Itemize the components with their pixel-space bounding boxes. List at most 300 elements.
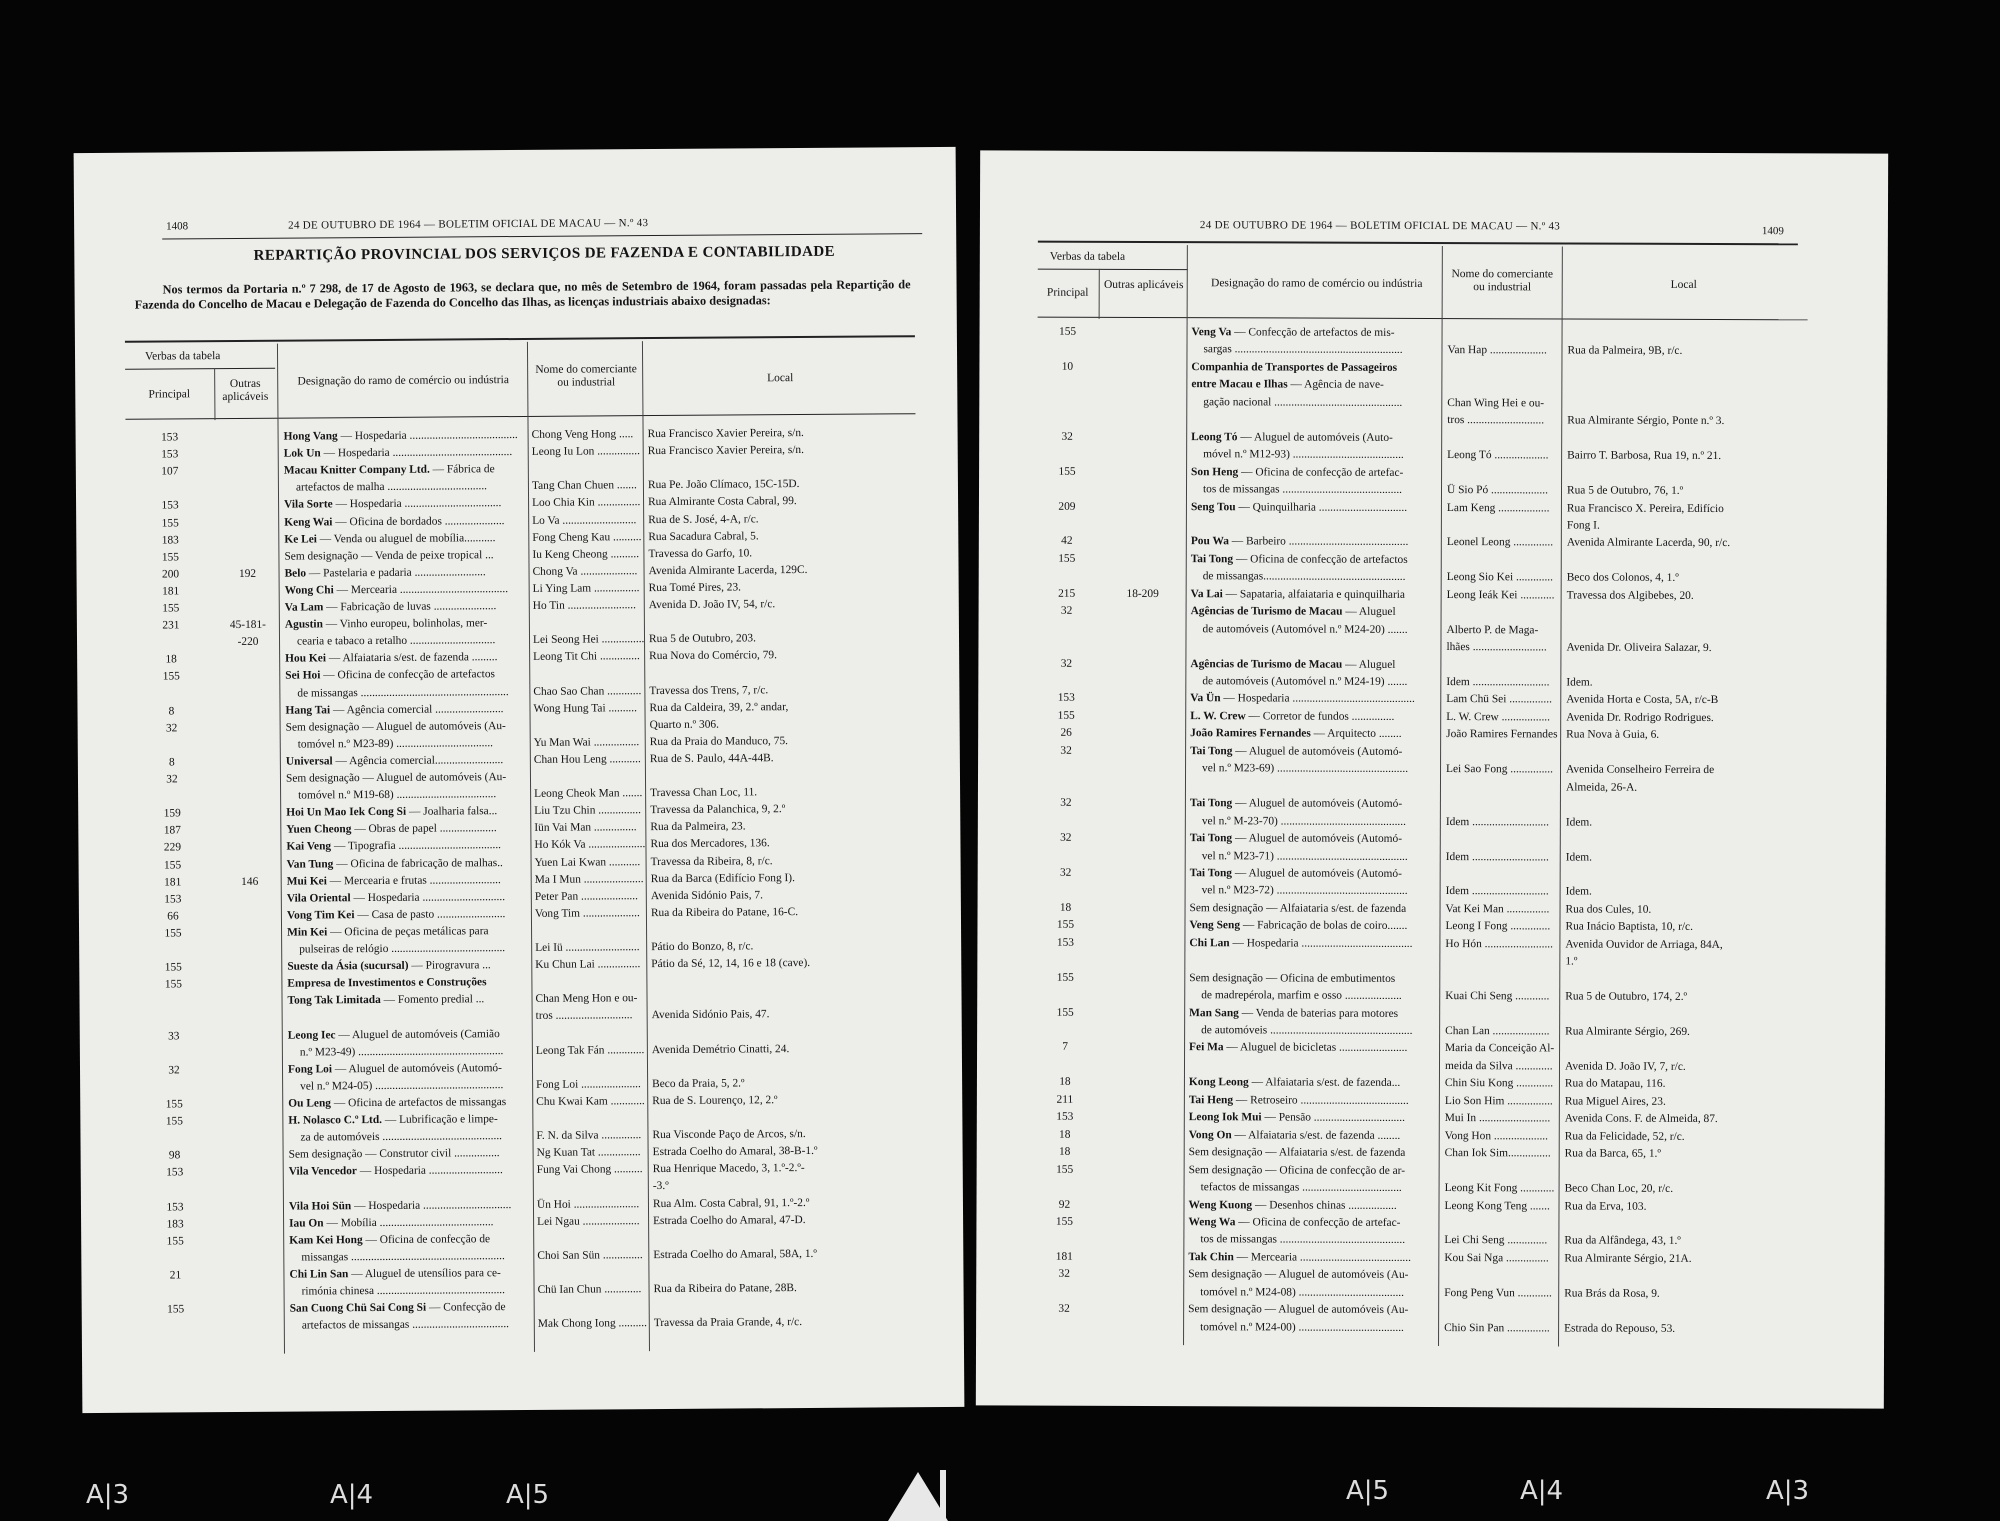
local-cell: Bairro T. Barbosa, Rua 19, n.º 21. <box>1567 449 1722 463</box>
table-row <box>1035 1058 1805 1076</box>
designacao-cell <box>1191 447 1453 463</box>
local-cell: -3.º <box>652 1180 669 1193</box>
local-cell: Beco Chan Loc, 20, r/c. <box>1564 1182 1674 1195</box>
local-cell <box>651 972 919 974</box>
nome-cell: tros ........................... <box>535 1009 633 1023</box>
licence-description: — Vinho europeu, bolinholas, mer- <box>322 617 488 631</box>
nome-cell: Yuen Lai Kwan ........... <box>534 855 641 869</box>
table-row <box>1037 447 1807 465</box>
local-cell <box>650 767 918 769</box>
principal-cell: 32 <box>1061 430 1073 443</box>
local-cell: Rua de S. Paulo, 44A-44B. <box>649 752 774 765</box>
licence-holder-name: Van Tung <box>286 857 334 871</box>
principal-cell: 155 <box>161 551 180 564</box>
designacao-cell <box>289 1163 533 1180</box>
licence-holder-name: Belo <box>284 567 307 580</box>
local-cell: Avenida Demétrio Cinatti, 24. <box>651 1042 790 1056</box>
licence-description: — Barbeiro .......................................... <box>1228 535 1409 549</box>
local-cell: Avenida Sidónio Pais, 7. <box>650 888 763 902</box>
local-cell <box>1567 431 1807 432</box>
designacao-cell <box>1189 1041 1439 1057</box>
licence-description: vel n.º M24-05) ............................................. <box>300 1078 504 1093</box>
local-cell: Rua da Praia do Manduco, 75. <box>649 734 789 748</box>
licence-description: — Corretor de fundos ............... <box>1245 710 1395 723</box>
table-row <box>1036 656 1806 674</box>
licence-holder-name: Weng Wa <box>1188 1216 1236 1229</box>
designacao-cell <box>1190 744 1440 760</box>
film-mark: A|4 <box>1520 1476 1564 1506</box>
table-row <box>1035 953 1805 971</box>
principal-cell: 21 <box>169 1269 182 1282</box>
local-cell: Rua Almirante Sérgio, 269. <box>1565 1025 1690 1038</box>
designacao-cell <box>286 770 530 787</box>
local-cell: Idem. <box>1565 816 1593 829</box>
licence-description: — Mercearia e frutas ......................... <box>326 873 501 887</box>
table-row <box>1034 1197 1804 1215</box>
principal-cell: 42 <box>1061 535 1073 548</box>
licence-description: tomóvel n.º M24-08) ..................................... <box>1200 1285 1405 1299</box>
designacao-cell <box>286 821 530 838</box>
licence-holder-name: Mui Kei <box>286 874 327 888</box>
nome-cell <box>536 1060 650 1061</box>
header-verbas: Verbas da tabela <box>1049 250 1126 263</box>
licence-holder-name: Weng Kuong <box>1188 1198 1253 1211</box>
designacao-cell <box>1191 569 1453 585</box>
principal-cell: 155 <box>1058 325 1077 338</box>
licence-description: — Confecção de artefactos de mis- <box>1231 326 1395 339</box>
licence-holder-name: Pou Wa <box>1190 535 1229 548</box>
local-cell <box>1565 972 1805 973</box>
principal-cell: 153 <box>1056 1110 1074 1124</box>
local-cell: Avenida Cons. F. de Almeida, 87. <box>1564 1112 1718 1126</box>
nome-cell: Iün Vai Man ............... <box>534 821 637 835</box>
table-row <box>1036 796 1806 814</box>
licence-holder-name: Wong Chi <box>284 584 334 597</box>
principal-cell <box>130 1046 218 1047</box>
local-cell: Beco da Praia, 5, 2.º <box>652 1077 745 1090</box>
licence-description: — Fabricação de bolas de coiro....... <box>1240 919 1408 933</box>
licence-holder-name: entre Macau e Ilhas <box>1191 378 1288 391</box>
licence-holder-name: Min Kei <box>287 926 328 939</box>
principal-cell <box>128 789 216 790</box>
table-row <box>1036 761 1806 779</box>
licence-holder-name: Agências de Turismo de Macau <box>1190 657 1343 671</box>
nome-cell: Chan Hou Leng ........... <box>533 753 641 766</box>
licence-description: de madrepérola, marfim e osso .................... <box>1201 989 1402 1002</box>
licence-holder-name: Va Ün <box>1190 692 1221 705</box>
local-cell: Rua Nova à Guia, 6. <box>1566 728 1660 742</box>
licence-description: — Casa de pasto ........................ <box>354 907 506 921</box>
licence-holder-name: Kong Leong <box>1188 1076 1249 1089</box>
designacao-cell <box>285 565 529 582</box>
designacao-cell <box>1191 482 1453 498</box>
principal-cell <box>132 1319 220 1320</box>
principal-cell: 18 <box>1059 1076 1071 1089</box>
nome-cell: Fong Cheng Kau .......... <box>532 530 642 544</box>
nome-cell: Leong Kong Teng ....... <box>1444 1199 1550 1212</box>
licence-description: sargas ........................................................... <box>1203 343 1403 357</box>
designacao-cell <box>284 496 528 513</box>
local-cell <box>652 1058 920 1060</box>
designacao-cell <box>1190 726 1440 742</box>
nome-cell: Vong Tim .................... <box>534 906 640 920</box>
nome-cell: Chan Meng Hon e ou- <box>535 992 638 1006</box>
licence-description: artefactos de missangas .................................. <box>301 1318 510 1332</box>
local-cell: Avenida D. João IV, 7, r/c. <box>1564 1060 1686 1073</box>
licence-description: — Joalharia falsa... <box>406 805 498 818</box>
local-cell <box>1567 379 1807 380</box>
nome-cell: Leong I Fong .............. <box>1445 920 1551 933</box>
nome-cell: Mui In ......................... <box>1444 1112 1551 1125</box>
licence-description: — Oficina de confecção de artefactos <box>1233 553 1408 566</box>
licence-description: — Oficina de confecção de <box>362 1232 491 1246</box>
designacao-cell <box>1190 866 1440 882</box>
nome-cell: Maria da Conceição Al- <box>1445 1042 1555 1055</box>
local-cell <box>1566 798 1806 799</box>
local-cell: Rua Inácio Baptista, 10, r/c. <box>1565 920 1693 934</box>
table-row <box>1035 970 1805 988</box>
local-cell: Rua Nova do Comércio, 79. <box>649 649 777 663</box>
licence-holder-name: Tai Heng <box>1188 1093 1234 1107</box>
licence-description: Sem designação — Venda de peixe tropical ... <box>284 548 494 563</box>
table-row <box>1038 325 1808 343</box>
outras-cell: 146 <box>241 875 259 888</box>
principal-cell: 32 <box>1058 1267 1070 1281</box>
table-row <box>1037 342 1807 360</box>
header-outras: Outras aplicáveis <box>222 377 269 404</box>
designacao-cell <box>289 1215 533 1232</box>
local-cell <box>1567 553 1807 554</box>
nome-cell: Chong Va .................... <box>532 564 638 578</box>
designacao-cell <box>1191 395 1453 411</box>
principal-cell: 18 <box>1059 1128 1071 1141</box>
licence-description: vel n.º M23-72) .............................................. <box>1201 884 1408 898</box>
nome-cell: Idem ........................... <box>1445 850 1549 863</box>
principal-cell: 7 <box>1062 1041 1068 1054</box>
principal-cell: 32 <box>166 773 178 786</box>
principal-cell: 32 <box>1060 604 1073 617</box>
designacao-cell <box>1190 849 1452 865</box>
principal-cell: 181 <box>1055 1250 1073 1263</box>
designacao-cell <box>286 719 530 736</box>
local-cell: Avenida Dr. Rodrigo Rodrigues. <box>1566 711 1714 724</box>
nome-cell: Leong Iu Lon ............... <box>531 445 640 458</box>
table-row <box>1036 621 1806 639</box>
licence-description: Sem designação — Aluguel de automóveis (Au- <box>1188 1303 1409 1317</box>
licence-holder-name: Tai Tong <box>1189 832 1233 845</box>
principal-cell <box>127 635 215 636</box>
principal-cell <box>129 994 217 995</box>
licence-description: — Agência de nave- <box>1287 378 1384 392</box>
local-cell: Pátio do Bonzo, 8, r/c. <box>651 940 754 954</box>
nome-cell: Lei Ngau .................... <box>537 1214 640 1228</box>
designacao-cell <box>284 428 528 445</box>
principal-cell: 153 <box>161 448 179 461</box>
principal-cell: 181 <box>162 585 180 598</box>
licence-holder-name: Vila Oriental <box>286 891 351 905</box>
licence-description: tomóvel n.º M23-89) .................................. <box>297 736 494 751</box>
licence-description: za de automóveis .......................................... <box>300 1130 503 1144</box>
local-cell: Pátio da Sé, 12, 14, 16 e 18 (cave). <box>651 957 811 971</box>
designacao-cell <box>289 1146 533 1163</box>
licence-description: — Hospedaria .......................................... <box>320 446 513 460</box>
nome-cell: Leonel Leong .............. <box>1446 536 1554 549</box>
nome-cell <box>537 1179 651 1180</box>
principal-cell: 153 <box>1056 936 1074 949</box>
nome-cell: Ho Kók Va .................... <box>534 838 646 852</box>
local-cell: Fong I. <box>1566 519 1600 532</box>
licence-description: — Alfaiataria s/est. de fazenda... <box>1248 1076 1401 1090</box>
local-cell: Rua Almirante Sérgio, Ponte n.º 3. <box>1567 414 1725 428</box>
local-cell: Rua da Ribeira do Patane, 28B. <box>653 1282 797 1296</box>
principal-cell: 155 <box>1058 552 1076 565</box>
licence-holder-name: Va Lam <box>284 601 324 614</box>
designacao-cell <box>1188 1233 1450 1249</box>
table-row <box>1035 918 1805 936</box>
designacao-cell <box>1191 378 1441 394</box>
designacao-cell <box>1190 692 1440 708</box>
principal-cell: 200 <box>161 568 180 581</box>
licence-description: — Alfaiataria s/est. de fazenda ......... <box>325 651 498 665</box>
nome-cell: Kou Sai Nga ............... <box>1444 1251 1549 1265</box>
local-cell: Travessa do Garfo, 10. <box>648 547 753 560</box>
nome-cell: Leong Cheok Man ....... <box>534 787 643 800</box>
licence-holder-name: Tai Tong <box>1190 553 1234 566</box>
local-cell <box>1566 658 1806 659</box>
table-row <box>1036 743 1806 761</box>
table-row <box>1036 726 1806 744</box>
licence-description: — Hospedaria ............................. <box>350 890 506 904</box>
principal-cell <box>129 943 217 944</box>
nome-cell: Idem ........................... <box>1445 885 1549 898</box>
licence-description: Sem designação — Aluguel de automóveis (Au- <box>285 771 507 785</box>
principal-cell: 155 <box>163 858 182 871</box>
book-fold-edge <box>940 1470 946 1521</box>
local-cell: Rua Tomé Pires, 23. <box>648 581 742 594</box>
local-cell <box>649 665 917 667</box>
designacao-cell <box>1189 1023 1451 1039</box>
designacao-cell <box>287 975 531 992</box>
designacao-cell <box>287 890 531 907</box>
local-cell <box>1566 745 1806 746</box>
licence-description: — Oficina de artefactos de missangas <box>330 1095 507 1110</box>
principal-cell <box>131 1251 219 1252</box>
local-cell: Rua do Matapau, 116. <box>1564 1077 1666 1091</box>
principal-cell: 10 <box>1061 360 1074 373</box>
licence-holder-name: Kai Veng <box>286 840 332 854</box>
principal-cell: 155 <box>1055 1215 1074 1228</box>
principal-cell: 8 <box>168 756 175 769</box>
section-title: REPARTIÇÃO PROVINCIAL DOS SERVIÇOS DE FAZENDA E CONTABILIDADE <box>253 243 836 264</box>
nome-cell: João Ramires Fernandes <box>1446 728 1558 741</box>
principal-cell <box>128 738 216 739</box>
local-cell <box>649 613 917 615</box>
designacao-cell <box>290 1300 534 1317</box>
designacao-cell <box>285 684 541 701</box>
licence-description: — Aluguel de automóveis (Automó- <box>331 1061 502 1075</box>
nome-cell: Liu Tzu Chin ............... <box>534 804 641 818</box>
designacao-cell <box>1188 1250 1438 1266</box>
table-row <box>1037 394 1807 412</box>
designacao-cell <box>287 873 531 890</box>
nome-cell: tros ........................... <box>1447 414 1545 427</box>
licence-description: tos de missangas .......................................... <box>1202 483 1403 496</box>
principal-cell: 155 <box>167 1303 185 1316</box>
table-row <box>1035 1110 1805 1128</box>
licence-description: — Alfaiataria s/est. de fazenda ........ <box>1231 1128 1401 1142</box>
right-page <box>976 150 1888 1408</box>
licence-description: — Oficina de peças metálicas para <box>327 925 489 939</box>
header-local: Local <box>1670 278 1697 291</box>
film-mark: A|4 <box>330 1480 374 1510</box>
local-cell: Rua Visconde Paço de Arcos, s/n. <box>652 1128 806 1142</box>
local-cell: Rua dos Cules, 10. <box>1565 903 1652 916</box>
nome-cell: Leong Sio Kei ............. <box>1446 571 1554 584</box>
table-row <box>1036 778 1806 796</box>
licence-description: missangas ...................................................... <box>301 1249 505 1264</box>
designacao-cell <box>288 1061 532 1078</box>
designacao-cell <box>1190 814 1452 830</box>
designacao-cell <box>288 1078 544 1095</box>
licence-description: tomóvel n.º M24-00) ..................................... <box>1200 1320 1404 1334</box>
licence-holder-name: Va Lai <box>1190 587 1223 601</box>
licence-holder-name: Companhia de Transportes de Passageiros <box>1191 361 1398 374</box>
principal-cell: 32 <box>165 722 178 735</box>
designacao-cell <box>1189 1093 1439 1109</box>
licence-holder-name: Leong Iok Mui <box>1188 1111 1262 1124</box>
local-cell: Rua Francisco X. Pereira, Edifício <box>1566 501 1724 515</box>
nome-cell: Loo Chia Kin ............... <box>532 496 641 510</box>
principal-cell: 183 <box>161 533 179 547</box>
designacao-cell <box>1189 1180 1451 1196</box>
designacao-cell <box>1190 761 1452 777</box>
local-cell: Idem. <box>1566 676 1593 689</box>
book-fold <box>888 1472 948 1521</box>
table-row <box>1037 412 1807 430</box>
licence-description: — Hospedaria ............................... <box>351 1198 512 1212</box>
principal-cell: 211 <box>1056 1093 1074 1106</box>
local-cell: Rua Francisco Xavier Pereira, s/n. <box>647 427 804 441</box>
nome-cell: lhães .......................... <box>1446 641 1547 654</box>
designacao-cell <box>1191 500 1441 516</box>
table-row <box>1036 831 1806 849</box>
running-head: 24 DE OUTUBRO DE 1964 — BOLETIM OFICIAL DE MACAU — N.º 43 <box>1199 219 1561 233</box>
nome-cell: Vat Kei Man ............... <box>1445 902 1550 916</box>
licence-holder-name: Vila Hoi Sün <box>288 1199 352 1213</box>
licence-holder-name: Lok Un <box>283 447 321 460</box>
licence-description: — Agência comercial........................ <box>332 754 504 768</box>
licence-holder-name: Empresa de Investimentos e Construções <box>287 976 487 990</box>
nome-cell <box>535 974 649 975</box>
licence-holder-name: Fei Ma <box>1189 1041 1224 1054</box>
local-cell: Avenida Dr. Oliveira Salazar, 9. <box>1566 641 1712 655</box>
header-principal: Principal <box>1046 286 1089 299</box>
designacao-cell <box>1191 343 1453 359</box>
header-designacao: Designação do ramo de comércio ou indústria <box>297 374 509 388</box>
nome-cell <box>536 1026 650 1027</box>
nome-cell: Fong Peng Vun ............ <box>1444 1286 1552 1300</box>
local-cell: 1.º <box>1565 955 1578 968</box>
principal-cell <box>130 1131 218 1132</box>
header-nome: Nome do comerciante ou industrial <box>535 363 637 389</box>
table-row <box>1035 1075 1805 1093</box>
table-row <box>1037 377 1807 395</box>
nome-cell: Chu Kwai Kam ............ <box>536 1095 645 1108</box>
local-cell: Idem. <box>1565 850 1593 864</box>
licence-description: — Mercearia ....................................... <box>1233 1251 1412 1264</box>
licence-holder-name: Tak Chin <box>1188 1250 1234 1264</box>
licence-description: — Oficina de confecção de artefactos <box>320 668 495 682</box>
designacao-cell <box>288 1095 532 1112</box>
local-cell <box>1567 361 1807 362</box>
nome-cell: Lei Sao Fong ............... <box>1446 763 1554 776</box>
local-cell: Rua Sacadura Cabral, 5. <box>648 529 759 543</box>
local-cell <box>648 459 916 461</box>
licence-description: Sem designação — Oficina de confecção de ar- <box>1188 1163 1406 1177</box>
licence-description: — Agência comercial ........................ <box>330 702 504 716</box>
outras-cell: 192 <box>238 567 257 580</box>
licence-description: vel n.º M23-69) .............................................. <box>1202 762 1409 776</box>
local-cell: Avenida Ouvidor de Arriaga, 84A, <box>1565 938 1723 951</box>
designacao-cell <box>289 1266 533 1283</box>
nome-cell: Vong Hon ................... <box>1444 1129 1549 1143</box>
nome-cell: Chan Wing Hei e ou- <box>1447 396 1545 410</box>
nome-cell: Lam Keng .................. <box>1446 501 1550 514</box>
licence-description: — Hospedaria ....................................... <box>1229 937 1413 950</box>
designacao-cell <box>290 1317 546 1334</box>
local-cell: Rua Henrique Macedo, 3, 1.º-2.º- <box>652 1162 805 1176</box>
nome-cell: Ho Hón ........................ <box>1445 937 1554 951</box>
table-row <box>1036 813 1806 831</box>
designacao-cell <box>1190 796 1440 812</box>
principal-cell: 155 <box>1057 709 1075 722</box>
table-row <box>1037 429 1807 447</box>
local-cell: Estrada Coelho do Amaral, 38-B-1.º <box>652 1145 818 1159</box>
licence-description: — Oficina de confecção de artefac- <box>1235 1216 1401 1229</box>
designacao-cell <box>1191 412 1441 413</box>
licence-holder-name: Vila Vencedor <box>288 1165 358 1178</box>
licence-description: de automóveis (Automóvel n.º M24-20) ....... <box>1202 622 1408 636</box>
intro-paragraph: Nos termos da Portaria n.º 7 298, de 17 de Agosto de 1963, se declara que, no mês de Setembro de 1964, foram passadas pela Repartição de Fazenda do Concelho de Macau e Delegação de Fazenda do Concelho das Ilhas, as licenças industriais abaixo designadas: <box>134 277 911 312</box>
local-cell: Rua Alm. Costa Cabral, 91, 1.º-2.º <box>652 1196 810 1210</box>
licence-holder-name: Vong Tim Kei <box>286 908 355 922</box>
licence-description: — Pirogravura ... <box>408 959 491 972</box>
designacao-cell <box>286 787 542 804</box>
designacao-cell <box>286 736 542 753</box>
designacao-cell <box>287 924 531 941</box>
licence-description: — Lubrificação e limpe- <box>381 1113 498 1126</box>
licence-holder-name: Tai Tong <box>1190 744 1233 758</box>
principal-cell: 155 <box>165 1098 183 1111</box>
designacao-cell <box>1190 622 1452 638</box>
nome-cell: Chan Lan .................... <box>1445 1025 1550 1038</box>
table-row <box>1034 1319 1804 1337</box>
principal-cell: 153 <box>161 499 179 512</box>
principal-cell <box>130 1012 218 1013</box>
principal-cell: 155 <box>1056 971 1074 984</box>
designacao-cell <box>1188 1320 1450 1336</box>
principal-cell: 187 <box>163 824 181 837</box>
designacao-cell <box>1191 465 1441 481</box>
designacao-cell <box>284 548 528 565</box>
running-head: 24 DE OUTUBRO DE 1964 — BOLETIM OFICIAL DE MACAU — N.º 43 <box>288 217 649 232</box>
local-cell <box>653 1263 921 1265</box>
licence-description: — Mercearia ...................................... <box>333 582 509 597</box>
local-cell <box>652 1024 920 1026</box>
principal-cell: 153 <box>1057 692 1075 705</box>
nome-cell <box>537 1265 651 1266</box>
designacao-cell <box>1189 953 1439 954</box>
